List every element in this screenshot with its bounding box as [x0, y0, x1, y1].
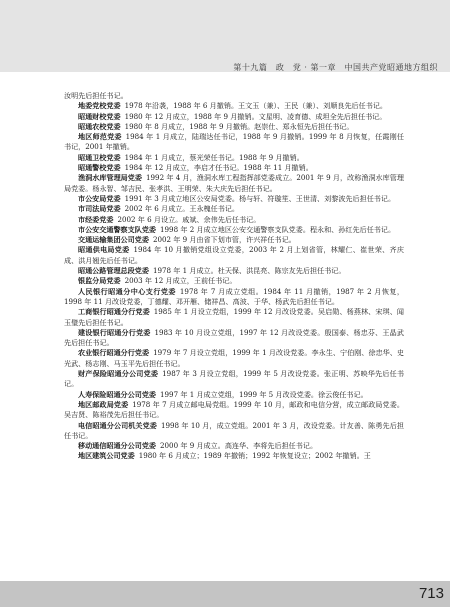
entry: [64, 266, 404, 276]
entry-text: 2003 年 12 月成立，王前任书记。: [124, 276, 237, 286]
entry-title: 工商银行昭通分行党委: [78, 307, 150, 317]
entry-title: 昭通卫校党委: [78, 152, 121, 162]
entry-title: 昭通公路管理总段党委: [78, 266, 149, 276]
entry-text: 1980 年 12 月成立，1988 年 9 月撤销。文星明、凌育德、成坦全先后担任书记。: [124, 111, 387, 121]
entry: [64, 235, 404, 245]
entry: [64, 400, 404, 421]
entry-title: 电信昭通分公司机关党委: [78, 420, 157, 430]
entry: [64, 441, 404, 451]
entry: [64, 276, 404, 286]
entry-text: 汝明先后担任书记。: [64, 91, 128, 100]
footer-band: [0, 581, 450, 607]
entry-title: 人民银行昭通分中心支行党委: [78, 286, 176, 296]
entry: [64, 390, 404, 400]
entry-text: 2002 年 6 月成立。王永槐任书记。: [124, 204, 240, 214]
entry-text: 1980 年 8 月成立，1988 年 9 月撤销。赵崇仕、郑永恒先后担任书记。: [124, 121, 354, 131]
entry-text: 1980 年 6 月成立；1989 年撤销；1992 年恢复设立；2002 年撤销。王: [138, 451, 371, 461]
entry-title: 地区师范党委: [78, 132, 122, 142]
entry-text: 1998 年 10 月，成立党组。2001 年 3 月，改设党委。计友善、陈勇先后担任书记。: [64, 420, 404, 440]
entry-title: 银监分局党委: [78, 276, 121, 286]
entry-text: 1985 年 1 月设立党组，1999 年 12 月改设党委。吴启勋、杨燕林、宋琪、闻玉璧先后担任书记。: [64, 307, 404, 327]
entry-title: 建设银行昭通分行党委: [78, 327, 151, 337]
entry-title: 移动通信昭通分公司党委: [78, 441, 157, 451]
entry-title: 渔洞水库管理局党委: [78, 173, 143, 183]
entry-text: 1978 年沿袭，1988 年 6 月撤销。王文玉（兼）、王民（兼）、刘顺良先后任书记。: [124, 101, 388, 111]
entry: [64, 328, 404, 349]
entry-title: 交通运输集团公司党委: [78, 235, 149, 245]
entry-title: 地委党校党委: [78, 101, 121, 111]
entry-title: 昭通供电局党委: [78, 245, 130, 255]
entry: [64, 173, 404, 194]
entry: [64, 112, 404, 122]
entry: [64, 215, 404, 225]
entry: [64, 153, 404, 163]
entry-text: 1978 年 7 月成立党组。1984 年 11 月撤销，1987 年 2 月恢复，1998 年 11 月改设党委，丁德耀、邓开雁、储祥昌、高波、于华、杨武先后担任书记。: [64, 286, 404, 306]
entry-continuation: [64, 91, 404, 101]
entry-text: 1978 年 7 月成立邮电局党组。1999 年 10 月，邮政和电信分营，成立邮政局党委。吴吉贤、陈裕茂先后担任书记。: [64, 399, 404, 420]
entry-text: 2002 年 6 月设立。戚斌、余伟先后任书记。: [117, 214, 261, 224]
entry: [64, 194, 404, 204]
document-body: [64, 91, 404, 462]
entry-title: 农业银行昭通分行党委: [78, 348, 150, 358]
entry-text: 1979 年 7 月设立党组，1999 年 1 月改设党委。李永生、宁伯刚、徐忠华、史光武、杨志刚、马玉平先后担任书记。: [64, 348, 405, 368]
entry-text: 1987 年 3 月设立党组，1999 年 5 月改设党委。张正明、苏映华先后任书记。: [64, 369, 404, 389]
entry-text: 1998 年 2 月成立地区公安交通警察支队党委。程永和、孙红先后任书记。: [160, 224, 396, 234]
entry-text: 1984 年 12 月成立，李启才任书记。1988 年 11 月撤销。: [124, 163, 313, 173]
entry: [64, 122, 404, 132]
page-number: 713: [418, 585, 444, 602]
entry-text: 1978 年 1 月成立。杜天保、洪昆亮、陈宗友先后担任书记。: [152, 266, 346, 276]
entry-text: 1991 年 3 月成立地区公安局党委。杨与轩、符璇笙、王世清、刘黎波先后担任书记。: [124, 193, 396, 203]
entry: [64, 421, 404, 442]
entry-text: 2002 年 9 月由省下划市管，许兴祥任书记。: [152, 235, 296, 245]
entry-title: 昭通财校党委: [78, 111, 121, 121]
entry: [64, 101, 404, 111]
entry-text: 1984 年 1 月成立，陆瑞达任书记，1988 年 9 月撤销。1999 年 8 月恢复，任霞刚任书记，2001 年撤销。: [64, 132, 405, 152]
entry: [64, 163, 404, 173]
entry-title: 市公安交通警察支队党委: [78, 224, 157, 234]
entry-text: 1983 年 10 月设立党组，1997 年 12 月改设党委。殷国泰、杨忠芬、王晶武先后担任书记。: [64, 327, 405, 348]
entry: [64, 307, 404, 328]
entry-text: 1992 年 4 月，渔洞水库工程指挥部党委成立。2001 年 9 月，改称渔洞水库管理局党委。杨永智、邹吉民、张孝洪、王明荣、朱大庆先后担任书记。: [64, 173, 404, 193]
entry-text: 1984 年 10 月撤销党组设立党委，2003 年 2 月上划省管，林耀仁、崔世荣、齐庆成、洪月翘先后任书记。: [64, 245, 404, 265]
entry-text: 2000 年 9 月成立。高连华、李将先后担任书记。: [160, 441, 318, 451]
entry: [64, 132, 404, 153]
entry-text: 1984 年 1 月成立，蔡光荣任书记。1988 年 9 月撤销。: [124, 152, 304, 162]
entry-title: 地区建筑公司党委: [78, 451, 135, 461]
entry-title: 财产保险昭通分公司党委: [78, 369, 159, 379]
entry: [64, 287, 404, 308]
entry-title: 昭通警校党委: [78, 163, 121, 173]
entry: [64, 204, 404, 214]
entry-title: 昭通农校党委: [78, 121, 121, 131]
entry: [64, 225, 404, 235]
entry: [64, 369, 404, 390]
entry: [64, 245, 404, 266]
entry-title: 人寿保险昭通分公司党委: [78, 389, 157, 399]
entry: [64, 348, 404, 369]
entry-title: 地区邮政局党委: [78, 399, 129, 409]
entry-title: 市司法局党委: [78, 204, 121, 214]
entry-title: 市经委党委: [78, 214, 114, 224]
entry-text: 1997 年 1 月成立党组，1999 年 5 月改设党委。徐云俊任书记。: [160, 389, 368, 399]
entry: [64, 451, 404, 461]
entry-title: 市公安局党委: [78, 193, 121, 203]
running-head: 第十九篇 政 党 · 第一章 中国共产党昭通地方组织: [233, 63, 438, 72]
